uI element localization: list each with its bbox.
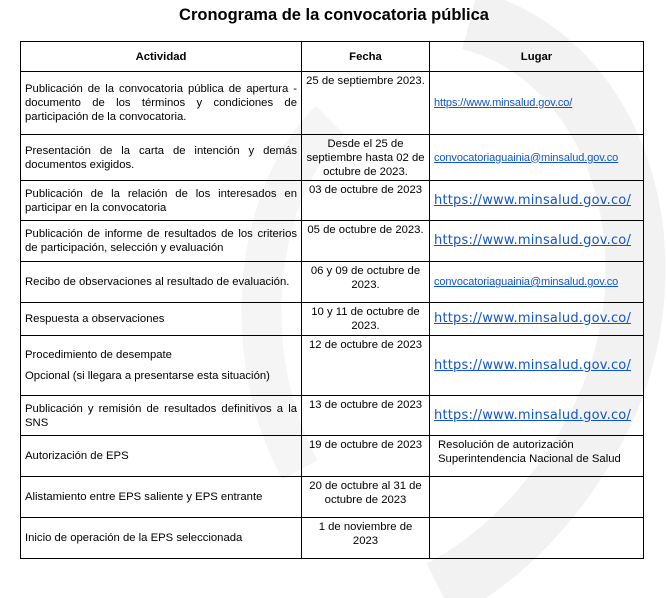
- date-cell: 25 de septiembre 2023.: [302, 72, 430, 135]
- table-header-row: [21, 42, 644, 72]
- activity-text: Procedimiento de desempate: [25, 349, 172, 361]
- activity-cell: Publicación de informe de resultados de los criterios de participación, selección y evaluación: [21, 221, 302, 262]
- table-row: [21, 303, 644, 336]
- column-header-actividad: Actividad: [21, 42, 302, 72]
- activity-cell: Respuesta a observaciones: [21, 303, 302, 336]
- activity-cell: Inicio de operación de la EPS seleccionada: [21, 518, 302, 559]
- activity-cell: Presentación de la carta de intención y demás documentos exigidos.: [21, 135, 302, 181]
- date-cell: 1 de noviembre de 2023: [302, 518, 430, 559]
- date-cell: 12 de octubre de 2023: [302, 336, 430, 396]
- table-row: [21, 262, 644, 303]
- place-cell: [430, 336, 644, 396]
- place-cell: [430, 518, 644, 559]
- table-row: [21, 135, 644, 181]
- schedule-table: [20, 41, 644, 559]
- activity-cell: Publicación de la relación de los interesados en participar en la convocatoria: [21, 181, 302, 221]
- place-cell: [430, 396, 644, 436]
- activity-cell: Publicación y remisión de resultados definitivos a la SNS: [21, 396, 302, 436]
- table-row: [21, 72, 644, 135]
- website-link[interactable]: https://www.minsalud.gov.co/: [434, 192, 632, 208]
- email-link[interactable]: convocatoriaguainia@minsalud.gov.co: [434, 276, 619, 288]
- date-cell: Desde el 25 de septiembre hasta 02 de octubre de 2023.: [302, 135, 430, 181]
- activity-cell: Publicación de la convocatoria pública de apertura - documento de los términos y condiciones de participación de la convocatoria.: [21, 72, 302, 135]
- date-cell: 13 de octubre de 2023: [302, 396, 430, 436]
- website-link[interactable]: https://www.minsalud.gov.co/: [434, 233, 632, 248]
- activity-cell: [21, 336, 302, 396]
- date-cell: 19 de octubre de 2023: [302, 436, 430, 477]
- website-link[interactable]: https://www.minsalud.gov.co/: [434, 357, 632, 373]
- place-cell: [430, 436, 644, 477]
- table-row: [21, 396, 644, 436]
- table-row: [21, 336, 644, 396]
- date-cell: 05 de octubre de 2023.: [302, 221, 430, 262]
- table-row: [21, 477, 644, 518]
- document-title: Cronograma de la convocatoria pública: [179, 6, 489, 24]
- table-row: [21, 221, 644, 262]
- activity-note: Opcional (si llegara a presentarse esta situación): [25, 370, 270, 382]
- website-link[interactable]: https://www.minsalud.gov.co/: [434, 97, 573, 109]
- activity-cell: Autorización de EPS: [21, 436, 302, 477]
- place-cell: [430, 181, 644, 221]
- place-cell: [430, 477, 644, 518]
- date-cell: 03 de octubre de 2023: [302, 181, 430, 221]
- date-cell: 06 y 09 de octubre de 2023.: [302, 262, 430, 303]
- table-row: [21, 181, 644, 221]
- place-cell: [430, 72, 644, 135]
- date-cell: 20 de octubre al 31 de octubre de 2023: [302, 477, 430, 518]
- place-text: Resolución de autorización Superintendencia Nacional de Salud: [438, 439, 621, 465]
- website-link[interactable]: https://www.minsalud.gov.co/: [434, 407, 632, 423]
- place-cell: [430, 262, 644, 303]
- activity-cell: Alistamiento entre EPS saliente y EPS entrante: [21, 477, 302, 518]
- table-row: [21, 518, 644, 559]
- place-cell: [430, 135, 644, 181]
- column-header-fecha: Fecha: [302, 42, 430, 72]
- place-cell: [430, 221, 644, 262]
- column-header-lugar: Lugar: [430, 42, 644, 72]
- date-cell: 10 y 11 de octubre de 2023.: [302, 303, 430, 336]
- place-cell: [430, 303, 644, 336]
- table-row: [21, 436, 644, 477]
- website-link[interactable]: https://www.minsalud.gov.co/: [434, 311, 632, 326]
- activity-cell: Recibo de observaciones al resultado de evaluación.: [21, 262, 302, 303]
- email-link[interactable]: convocatoriaguainia@minsalud.gov.co: [434, 151, 619, 164]
